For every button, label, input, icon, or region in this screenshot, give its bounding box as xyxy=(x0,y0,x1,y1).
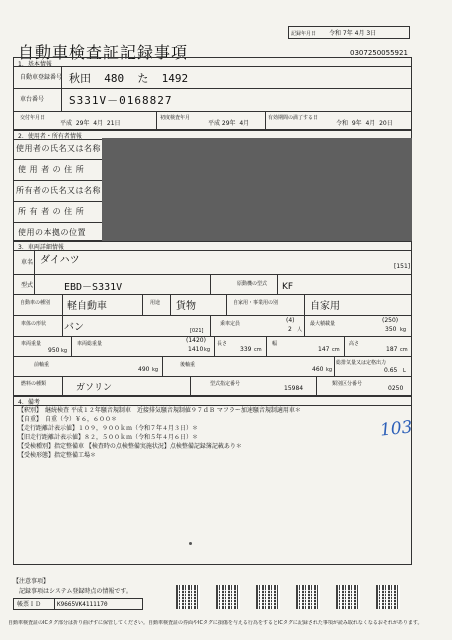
length-unit: cm xyxy=(254,347,262,353)
user-name-label: 使用者の氏名又は名称 xyxy=(16,144,101,153)
stray-mark xyxy=(189,542,192,545)
document-title: 自動車検査証記録事項 xyxy=(18,43,189,62)
rear-axle-value: 460 xyxy=(312,366,324,373)
expiry-label: 有効期間の満了する日 xyxy=(268,115,319,121)
width-unit: cm xyxy=(332,347,340,353)
maxload-value: 350 xyxy=(385,326,397,333)
notes-heading: 【注意事項】 xyxy=(13,578,50,585)
handwritten-note: 103 xyxy=(379,417,414,441)
maker-name: ダイハツ xyxy=(40,255,80,266)
front-axle-label: 前軸重 xyxy=(34,362,50,368)
record-date: 令和 7年 4月 3日 xyxy=(329,30,377,37)
issue-date: 平成 29年 4月 21日 xyxy=(60,120,121,127)
date-box xyxy=(288,26,410,39)
section-heading: 2．使用者・所有者情報 xyxy=(18,133,82,140)
remark-line: 【釈別】 継続検査 平成１２年騒音規制車 近接排気騒音規制値９７ｄＢ マフラー加速騒音規制適用車＊ xyxy=(18,407,301,414)
capacity-unit: 人 xyxy=(297,327,303,333)
form-id-box xyxy=(13,598,143,610)
first-inspection-label: 初度検査年月 xyxy=(160,115,191,121)
user-address-label: 使 用 者 の 住 所 xyxy=(18,165,85,174)
front-axle-value: 490 xyxy=(138,366,150,373)
owner-name-label: 所有者の氏名又は名称 xyxy=(16,186,101,195)
model-no-value: 15984 xyxy=(284,385,304,392)
remarks-section xyxy=(13,396,412,565)
displacement-value: 0.65 xyxy=(384,367,398,374)
class-no-label: 類別区分番号 xyxy=(332,381,363,387)
weight-unit: kg xyxy=(61,348,68,354)
vin-label: 車台番号 xyxy=(20,96,45,103)
fuel-type: ガソリン xyxy=(76,383,113,393)
engine-label: 原動機の型式 xyxy=(237,281,268,287)
use-label: 用途 xyxy=(150,300,161,306)
section-heading: 3．車両詳細情報 xyxy=(18,244,64,251)
expiry-date: 令和 9年 4月 20日 xyxy=(336,120,393,127)
issue-date-label: 交付年月日 xyxy=(20,115,46,121)
base-location-label: 使用の本拠の位置 xyxy=(18,228,86,237)
remark-line: 【自重】 自重（令）￥６，６００＊ xyxy=(18,416,118,423)
capacity-paren: (4) xyxy=(286,317,295,324)
remark-line: 【旧走行距離計表示値】８２，５００ｋｍ（令和５年４月６日）＊ xyxy=(18,434,199,441)
vehicle-kind: 軽自動車 xyxy=(67,301,107,312)
class-no-value: 0250 xyxy=(388,385,404,392)
width-label: 幅 xyxy=(272,341,278,347)
front-axle-unit: kg xyxy=(152,367,159,373)
redaction-block xyxy=(102,138,412,242)
registration-number: 秋田 480 た 1492 xyxy=(69,72,189,85)
gross-label: 車両総重量 xyxy=(77,341,103,347)
fuel-label: 燃料の種類 xyxy=(21,381,47,387)
maxload-unit: kg xyxy=(400,327,407,333)
qr-code xyxy=(216,585,240,609)
form-id-label: 帳票ＩＤ xyxy=(17,601,42,608)
rear-axle-unit: kg xyxy=(326,367,333,373)
body-shape: バン xyxy=(64,322,84,333)
qr-code xyxy=(336,585,360,609)
private-use: 自家用 xyxy=(310,301,340,312)
section-heading: 1．基本情報 xyxy=(18,61,52,68)
kind-label: 自動車の種別 xyxy=(20,300,51,306)
notes-line: 記録事項はシステム登録時点の情報です。 xyxy=(19,588,132,595)
rear-axle-label: 後軸重 xyxy=(180,362,196,368)
displacement-label: 総排気量又は定格出力 xyxy=(336,360,387,366)
length-value: 339 xyxy=(240,346,252,353)
gross-value: 1410 xyxy=(188,346,204,353)
maxload-label: 最大積載量 xyxy=(310,321,336,327)
reg-no-label: 自動車登録番号 xyxy=(20,74,63,81)
footer-note: 自動車検査証のICタグ部分は折り曲げずに保管してください。自動車検査証の券面やICタグに損傷を与える行為をするとICタグに記録された事項が読み取れなくなるおそれがあります。 xyxy=(8,620,423,626)
first-inspection-date: 平成 29年 4月 xyxy=(208,120,250,127)
qr-code xyxy=(176,585,200,609)
length-label: 長さ xyxy=(217,341,228,347)
section-heading: 4．備考 xyxy=(18,399,40,406)
type-label: 型式 xyxy=(21,282,34,289)
engine-type: KF xyxy=(282,282,294,292)
body-code: [021] xyxy=(190,328,204,334)
model-no-label: 型式指定番号 xyxy=(210,381,241,387)
maker-code: [151] xyxy=(394,263,411,270)
owner-address-label: 所 有 者 の 住 所 xyxy=(18,207,85,216)
date-label: 記録年月日 xyxy=(291,31,317,37)
document-serial: 0307250055921 xyxy=(350,49,408,57)
vin-number: S331V－0168827 xyxy=(69,94,173,107)
width-value: 147 xyxy=(318,346,330,353)
basic-info-section xyxy=(13,57,412,130)
displacement-unit: L xyxy=(403,368,406,374)
vehicle-type: EBD－S331V xyxy=(64,282,123,293)
private-label: 自家用・事業用の別 xyxy=(233,300,279,306)
gross-unit: kg xyxy=(204,347,211,353)
height-label: 高さ xyxy=(349,341,360,347)
body-label: 車体の形状 xyxy=(21,321,47,327)
maxload-paren: (250) xyxy=(382,317,399,324)
weight-label: 車両重量 xyxy=(21,341,42,347)
remark-line: 【受検形態】指定整備工場＊ xyxy=(18,452,97,459)
qr-code xyxy=(376,585,400,609)
form-id-value: K9665VK4111170 xyxy=(57,601,108,608)
height-value: 187 xyxy=(386,346,398,353)
capacity-label: 乗車定員 xyxy=(220,321,241,327)
qr-code xyxy=(256,585,280,609)
maker-label: 車名 xyxy=(21,259,34,266)
notes-area xyxy=(13,578,173,614)
capacity-value: 2 xyxy=(288,326,292,333)
remarks-list xyxy=(18,407,378,461)
height-unit: cm xyxy=(400,347,408,353)
gross-paren: (1420) xyxy=(186,337,206,344)
vehicle-section xyxy=(13,241,412,396)
qr-code xyxy=(296,585,320,609)
remark-line: 【走行距離計表示値】１０９，９００ｋｍ（令和７年４月３日）＊ xyxy=(18,425,199,432)
remark-line: 【受検種別】指定整備車 【検査時の点検整備実施状況】点検整備記録簿記載あり＊ xyxy=(18,443,242,450)
vehicle-use: 貨物 xyxy=(176,301,196,312)
weight-value: 950 xyxy=(48,347,60,354)
